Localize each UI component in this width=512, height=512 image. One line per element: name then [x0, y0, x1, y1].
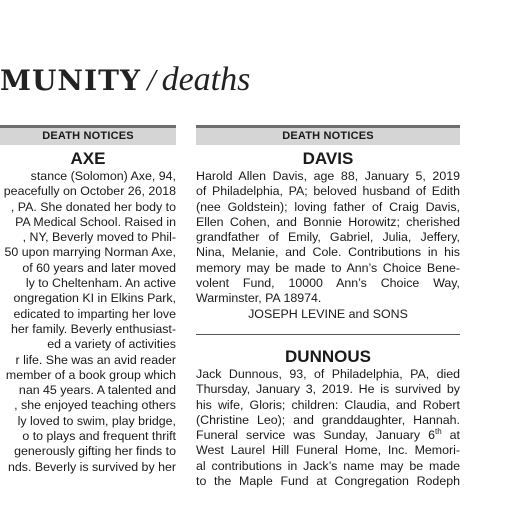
text-line: (nee Goldstein); loving father of Craig Davis, [196, 199, 460, 214]
divider [196, 334, 460, 335]
title-separator: / [146, 62, 156, 97]
text-line: Warminster, PA 18974. [196, 291, 322, 306]
right-notice-header: DEATH NOTICES [196, 125, 460, 145]
text-segment: at [441, 428, 460, 443]
text-line: r life. She was an avid reader [15, 352, 176, 367]
obituary-text-dunnous [196, 367, 460, 489]
text-line: Ellen Cohen, and Bonnie Horowitz; cherished [196, 214, 460, 229]
text-line: ly to Cheltenham. An active [25, 276, 176, 291]
text-line: Jack Dunnous, 93, of Philadelphia, PA, died [196, 366, 460, 381]
obituary-text-davis [196, 169, 460, 322]
section-name: deaths [161, 61, 251, 98]
text-line: Nina, Melanie, and Cole. Contributions in his [196, 245, 460, 260]
text-line-composite [196, 428, 460, 443]
right-column [196, 125, 460, 512]
text-line: , PA. She donated her body to [10, 199, 176, 214]
obituary-name-dunnous: DUNNOUS [285, 346, 371, 366]
text-line: stance (Solomon) Axe, 94, [30, 169, 176, 183]
text-line: of Philadelphia, PA; beloved husband of Edith [196, 184, 460, 199]
text-line: PA Medical School. Raised in [15, 214, 176, 229]
text-line: , NY, Beverly moved to Phil- [22, 230, 176, 245]
text-segment: Funeral service was Sunday, January 6 [196, 428, 435, 443]
funeral-home-signature: JOSEPH LEVINE and SONS [248, 306, 408, 321]
text-line: volent Fund, 10000 Ann’s Choice Way, [196, 276, 460, 291]
text-line: ongregation KI in Elkins Park, [13, 291, 176, 306]
text-line: nan 45 years. A talented and [18, 383, 176, 398]
text-line: o to plays and frequent thrift [22, 429, 176, 444]
text-line: her family. Beverly enthusiast- [10, 321, 176, 336]
text-line: memory may be made to Ann’s Choice Bene- [196, 260, 460, 275]
ordinal-suffix: th [434, 427, 442, 437]
text-line: al contributions in Jack’s name may be made [196, 458, 460, 473]
text-line: grandfather of Emily, Gabriel, Julia, Jeffery, [196, 230, 460, 245]
text-line: to the Maple Fund at Congregation Rodeph [196, 474, 460, 489]
left-notice-header: DEATH NOTICES [0, 125, 176, 145]
obituary-name-axe: AXE [70, 149, 106, 168]
text-line: generously gifting her finds to [14, 444, 176, 459]
text-line: (Christine Leo); and granddaughter, Hannah. [196, 412, 460, 427]
obituary-name-davis: DAVIS [302, 149, 354, 168]
section-brand: MUNITY [0, 64, 141, 97]
text-line: member of a book group which [5, 367, 176, 382]
section-title [0, 60, 250, 101]
text-line: ed a variety of activities [47, 337, 176, 352]
text-line: Thursday, January 3, 2019. He is survived by [196, 382, 460, 397]
text-line: ly loved to swim, play bridge, [17, 413, 176, 428]
text-line: , she enjoyed teaching others [14, 398, 176, 413]
left-column [0, 125, 176, 512]
text-line: Harold Allen Davis, age 88, January 5, 2019 [196, 169, 460, 183]
text-line: nds. Beverly is survived by her [7, 459, 176, 474]
text-line: his wife, Gloris; children: Claudia, and Robert [196, 397, 460, 412]
obituary-text-axe [0, 169, 176, 475]
text-line: 50 upon marrying Norman Axe, [4, 245, 176, 260]
text-line: of 60 years and later moved [22, 260, 176, 275]
text-line: West Laurel Hill Funeral Home, Inc. Memori- [196, 443, 460, 458]
text-line: edicated to imparting her love [13, 306, 176, 321]
text-line: peacefully on October 26, 2018 [3, 184, 176, 199]
